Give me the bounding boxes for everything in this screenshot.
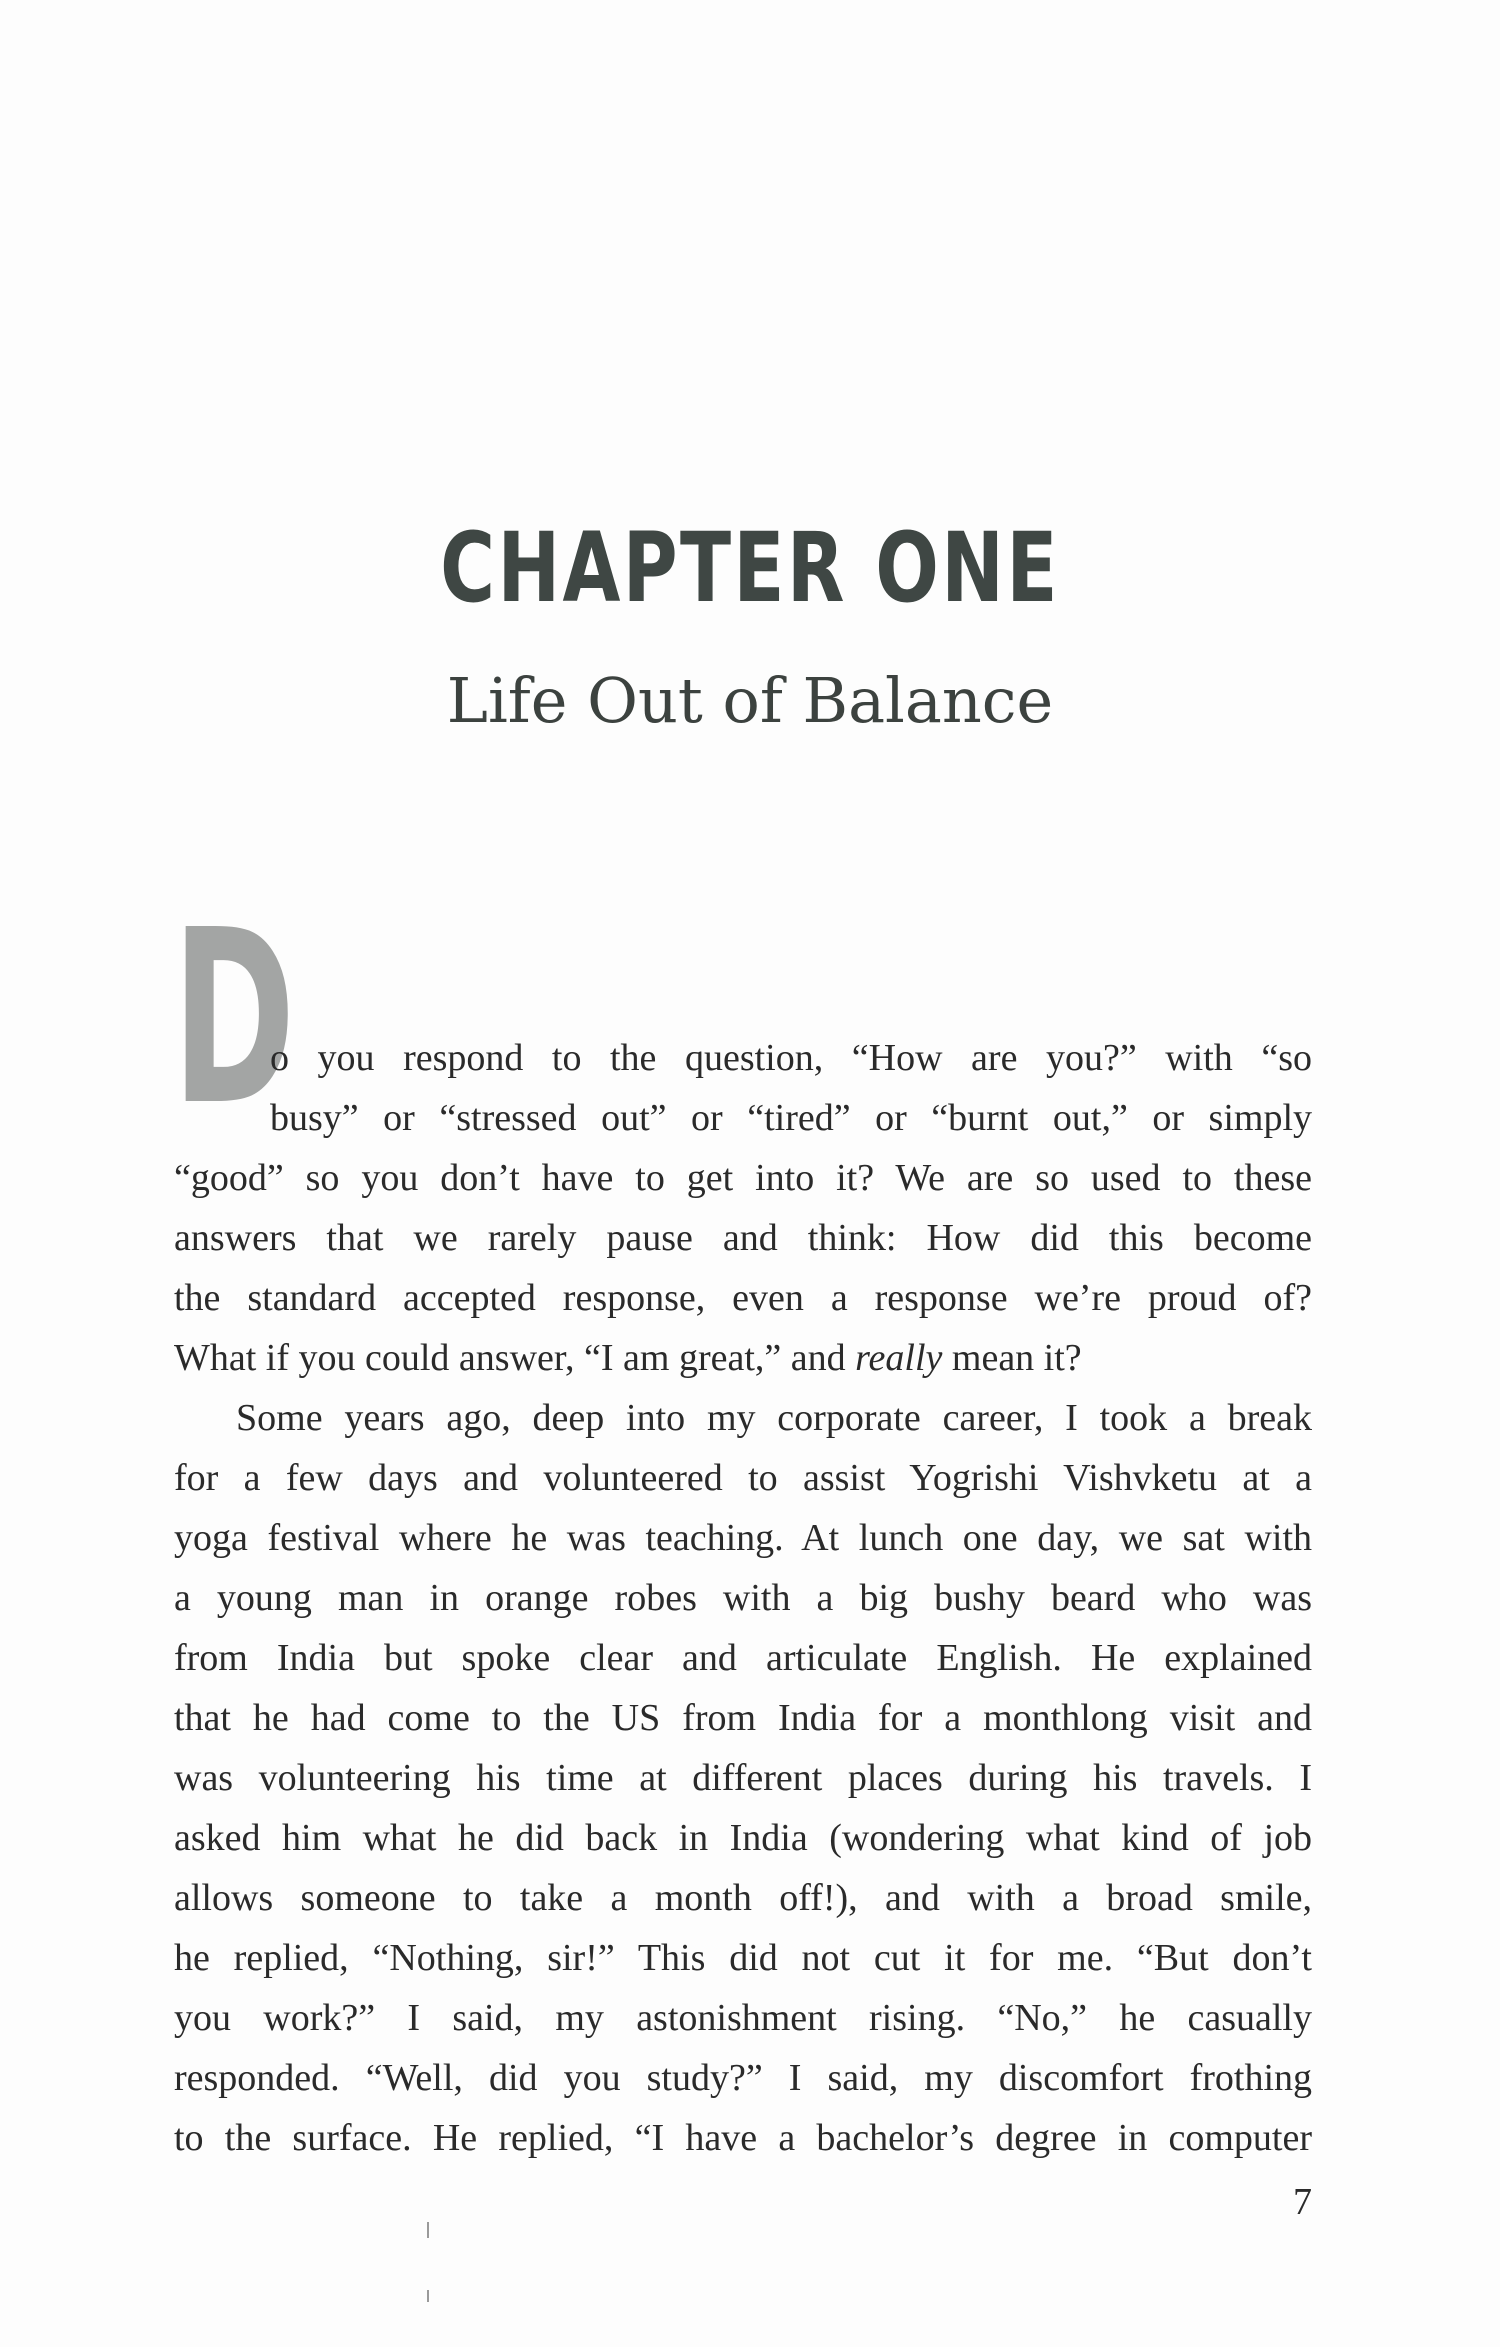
- body-line: allows someone to take a month off!), and with a broad smile,: [174, 1877, 1312, 1919]
- body-line: was volunteering his time at different places during his travels. I: [174, 1757, 1312, 1799]
- emphasis-text: really: [855, 1337, 943, 1379]
- body-line: Some years ago, deep into my corporate career, I took a break: [236, 1397, 1312, 1439]
- body-line: from India but spoke clear and articulate English. He explained: [174, 1637, 1312, 1679]
- body-line: [174, 1328, 1312, 1388]
- body-line: asked him what he did back in India (wondering what kind of job: [174, 1817, 1312, 1859]
- body-line: answers that we rarely pause and think: How did this become: [174, 1217, 1312, 1259]
- body-line: “good” so you don’t have to get into it? We are so used to these: [174, 1157, 1312, 1199]
- body-line: o you respond to the question, “How are you?” with “so: [270, 1037, 1312, 1079]
- body-line: the standard accepted response, even a response we’re proud of?: [174, 1277, 1312, 1319]
- body-line: a young man in orange robes with a big bushy beard who was: [174, 1577, 1312, 1619]
- body-line: responded. “Well, did you study?” I said, my discomfort frothing: [174, 2057, 1312, 2099]
- body-line: that he had come to the US from India for a monthlong visit and: [174, 1697, 1312, 1739]
- body-line: busy” or “stressed out” or “tired” or “burnt out,” or simply: [270, 1097, 1312, 1139]
- scan-artifact: [427, 2290, 429, 2302]
- drop-cap: D: [172, 878, 296, 1158]
- chapter-title: Life Out of Balance: [446, 664, 1054, 737]
- body-line-text: What if you could answer, “I am great,” and: [174, 1337, 856, 1379]
- body-line: yoga festival where he was teaching. At lunch one day, we sat with: [174, 1517, 1312, 1559]
- chapter-label: CHAPTER ONE: [440, 512, 1060, 624]
- body-line: you work?” I said, my astonishment rising. “No,” he casually: [174, 1997, 1312, 2039]
- scan-artifact: [427, 2222, 429, 2238]
- body-line: for a few days and volunteered to assist Yogrishi Vishvketu at a: [174, 1457, 1312, 1499]
- body-line-text: mean it?: [942, 1337, 1082, 1379]
- body-line: he replied, “Nothing, sir!” This did not cut it for me. “But don’t: [174, 1937, 1312, 1979]
- body-line: to the surface. He replied, “I have a bachelor’s degree in computer: [174, 2117, 1312, 2159]
- page-number: 7: [1293, 2181, 1312, 2223]
